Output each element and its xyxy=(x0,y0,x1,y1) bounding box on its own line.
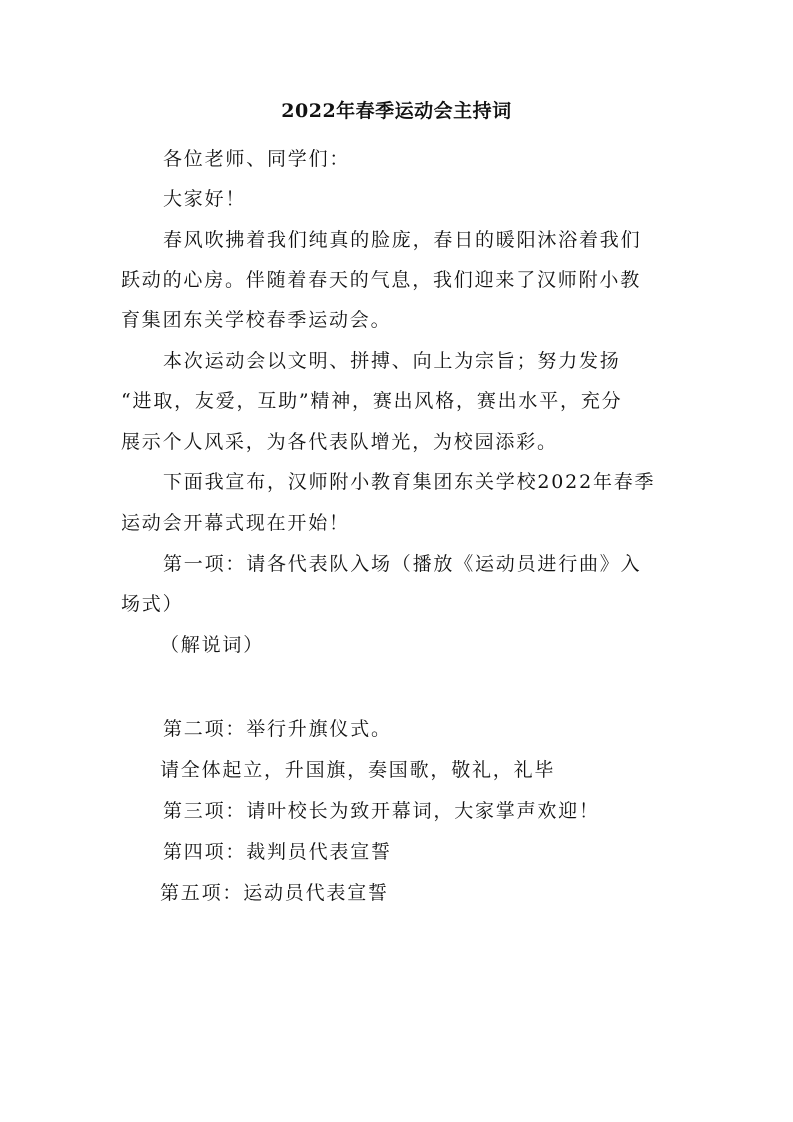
paragraph-2-line-1: 本次运动会以文明、拼搏、向上为宗旨；努力发扬 xyxy=(163,350,621,372)
paragraph-1-line-1: 春风吹拂着我们纯真的脸庞，春日的暖阳沐浴着我们 xyxy=(163,229,642,251)
paragraph-1-line-3: 育集团东关学校春季运动会。 xyxy=(121,309,392,331)
paragraph-3-line-1: 下面我宣布，汉师附小教育集团东关学校2022年春季 xyxy=(163,471,656,493)
page-title: 2022年春季运动会主持词 xyxy=(281,100,512,122)
paragraph-2-line-2: “进取，友爱，互助”精神，赛出风格，赛出水平，充分 xyxy=(121,390,623,412)
paragraph-3-line-2: 运动会开幕式现在开始！ xyxy=(121,512,350,534)
hello-line: 大家好！ xyxy=(163,188,247,210)
paragraph-1-line-2: 跃动的心房。伴随着春天的气息，我们迎来了汉师附小教 xyxy=(121,269,642,291)
paragraph-2-line-3: 展示个人风采，为各代表队增光，为校园添彩。 xyxy=(121,431,558,453)
item-2-detail: 请全体起立，升国旗，奏国歌，敬礼，礼毕 xyxy=(160,759,556,781)
item-2-line: 第二项：举行升旗仪式。 xyxy=(163,718,392,740)
item-5-line: 第五项：运动员代表宣誓 xyxy=(160,882,389,904)
greeting-line: 各位老师、同学们： xyxy=(163,148,351,170)
item-1-line-1: 第一项：请各代表队入场（播放《运动员进行曲》入 xyxy=(163,553,642,575)
item-1-line-2: 场式） xyxy=(121,593,184,615)
commentary-note: （解说词） xyxy=(160,634,265,656)
item-4-line: 第四项：裁判员代表宣誓 xyxy=(163,841,392,863)
item-3-line: 第三项：请叶校长为致开幕词，大家掌声欢迎！ xyxy=(163,800,600,822)
